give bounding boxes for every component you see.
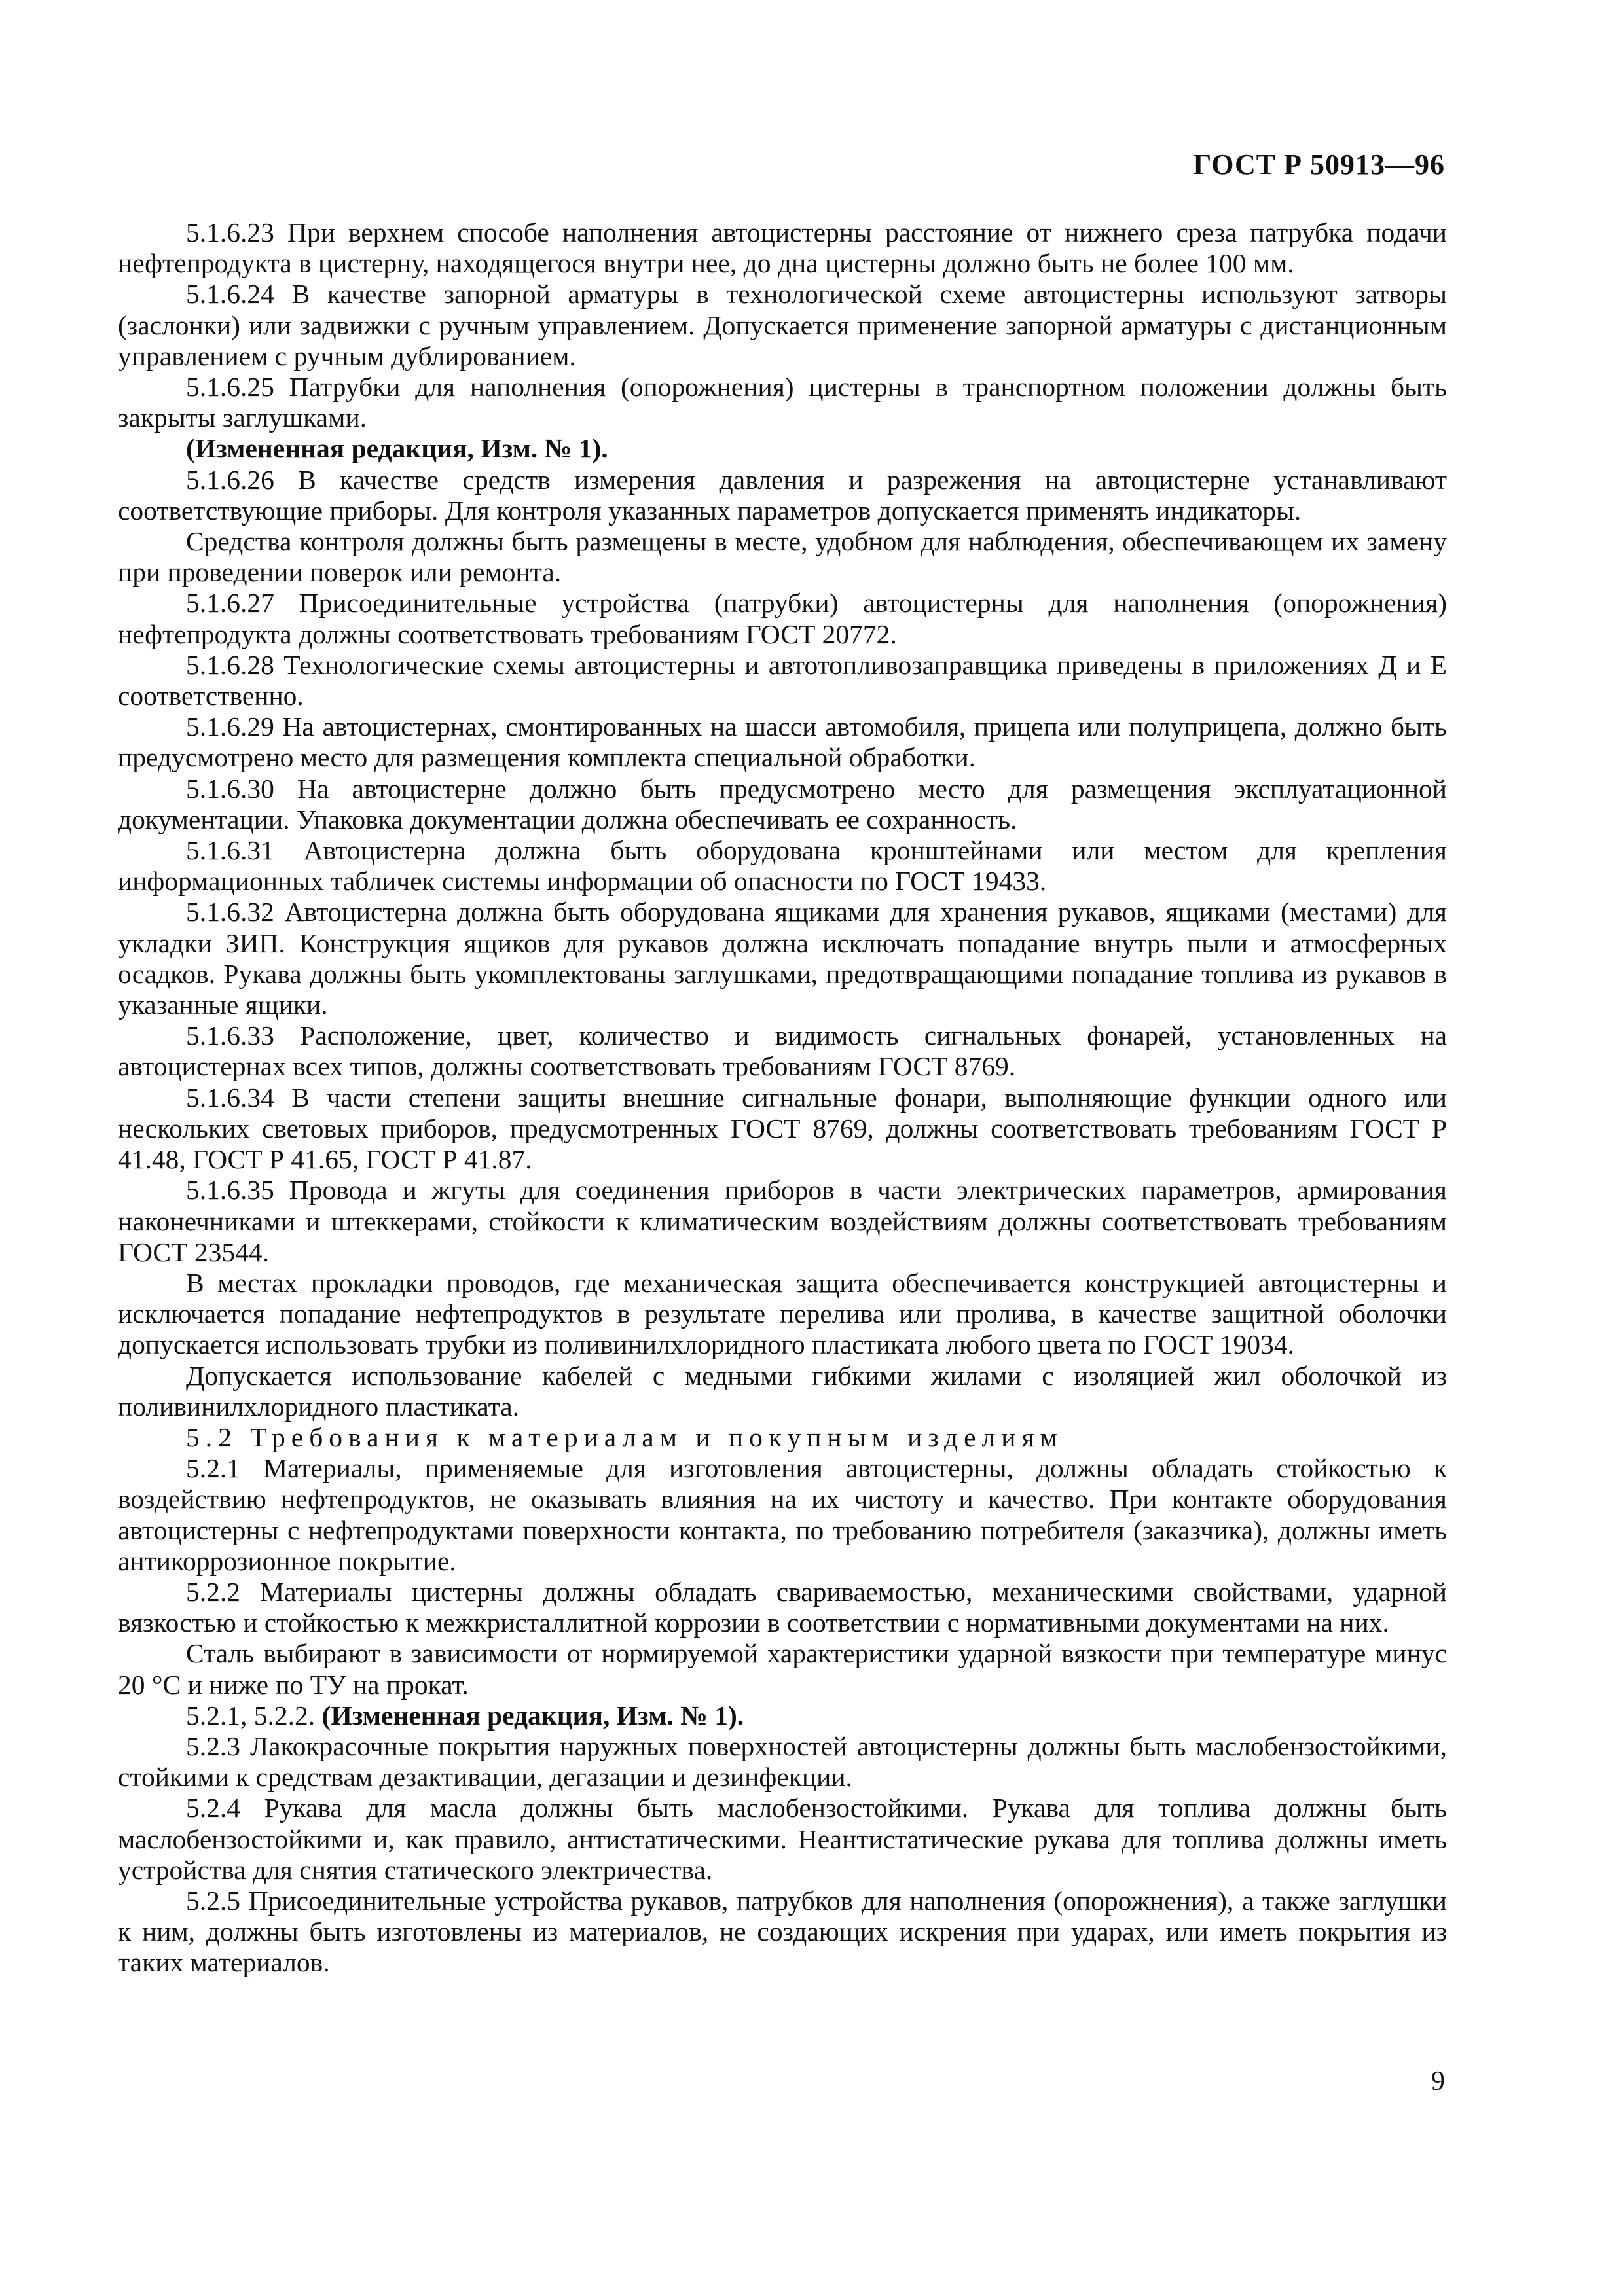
clause-5-1-6-30: 5.1.6.30 На автоцистерне должно быть предусмотрено место для размещения эксплуатационной документации. Упаковка документации должна обеспечивать ее сохранность.: [118, 773, 1447, 834]
clause-5-1-6-32: 5.1.6.32 Автоцистерна должна быть оборудована ящиками для хранения рукавов, ящиками (местами) для укладки ЗИП. Конструкция ящиков для рукавов должна исключать попадание внутрь пыли и атмосферных осадков. Рукава должны быть укомплектованы заглушками, предотвращающими попадание топлива из рукавов в указанные ящики.: [118, 897, 1447, 1020]
clause-5-1-6-28: 5.1.6.28 Технологические схемы автоцистерны и автотопливозаправщика приведены в приложениях Д и Е соответственно.: [118, 649, 1447, 711]
clause-5-1-6-35: 5.1.6.35 Провода и жгуты для соединения приборов в части электрических параметров, армирования наконечниками и штеккерами, стойкости к климатическим воздействиям должны соответствовать требованиям ГОСТ 23544.: [118, 1175, 1447, 1267]
section-heading-5-2: 5.2 Требования к материалам и покупным изделиям: [186, 1422, 1063, 1452]
page-number: 9: [1431, 2066, 1445, 2096]
amendment-clause-ref: 5.2.1, 5.2.2.: [186, 1700, 316, 1731]
paragraph-control-means: Средства контроля должны быть размещены в месте, удобном для наблюдения, обеспечивающем их замену при проведении поверок или ремонта.: [118, 526, 1447, 588]
document-body: [118, 217, 1447, 1979]
clause-5-1-6-34: 5.1.6.34 В части степени защиты внешние сигнальные фонари, выполняющие функции одного или нескольких световых приборов, предусмотренных ГОСТ 8769, должны соответствовать требованиям ГОСТ Р 41.48, ГОСТ Р 41.65, ГОСТ Р 41.87.: [118, 1082, 1447, 1175]
clause-5-2-2: 5.2.2 Материалы цистерны должны обладать свариваемостью, механическими свойствами, ударной вязкостью и стойкостью к межкристаллитной коррозии в соответствии с нормативными документами на них.: [118, 1576, 1447, 1638]
clause-5-2-1: 5.2.1 Материалы, применяемые для изготовления автоцистерны, должны обладать стойкостью к воздействию нефтепродуктов, не оказывать влияния на их чистоту и качество. При контакте оборудования автоцистерны с нефтепродуктами поверхности контакта, по требованию потребителя (заказчика), должны иметь антикоррозионное покрытие.: [118, 1453, 1447, 1576]
clause-5-2-3: 5.2.3 Лакокрасочные покрытия наружных поверхностей автоцистерны должны быть маслобензостойкими, стойкими к средствам дезактивации, дегазации и дезинфекции.: [118, 1731, 1447, 1793]
document-header: ГОСТ Р 50913—96: [1193, 149, 1445, 181]
clause-5-1-6-24: 5.1.6.24 В качестве запорной арматуры в технологической схеме автоцистерны используют затворы (заслонки) или задвижки с ручным управлением. Допускается применение запорной арматуры с дистанционным управлением с ручным дублированием.: [118, 279, 1447, 371]
clause-5-1-6-23: 5.1.6.23 При верхнем способе наполнения автоцистерны расстояние от нижнего среза патрубка подачи нефтепродукта в цистерну, находящегося внутри нее, до дна цистерны должно быть не более 100 мм.: [118, 217, 1447, 279]
paragraph-wiring-protection: В местах прокладки проводов, где механическая защита обеспечивается конструкцией автоцистерны и исключается попадание нефтепродуктов в результате перелива или пролива, в качестве защитной оболочки допускается использовать трубки из поливинилхлоридного пластиката любого цвета по ГОСТ 19034.: [118, 1267, 1447, 1360]
clause-5-1-6-25: 5.1.6.25 Патрубки для наполнения (опорожнения) цистерны в транспортном положении должны быть закрыты заглушками.: [118, 372, 1447, 433]
amendment-note: (Измененная редакция, Изм. № 1).: [321, 1700, 744, 1731]
clause-5-2-5: 5.2.5 Присоединительные устройства рукавов, патрубков для наполнения (опорожнения), а также заглушки к ним, должны быть изготовлены из материалов, не создающих искрения при ударах, или иметь покрытия из таких материалов.: [118, 1885, 1447, 1978]
paragraph-steel-selection: Сталь выбирают в зависимости от нормируемой характеристики ударной вязкости при температуре минус 20 °С и ниже по ТУ на прокат.: [118, 1638, 1447, 1700]
clause-5-1-6-26: 5.1.6.26 В качестве средств измерения давления и разрежения на автоцистерне устанавливают соответствующие приборы. Для контроля указанных параметров допускается применять индикаторы.: [118, 464, 1447, 526]
clause-5-1-6-27: 5.1.6.27 Присоединительные устройства (патрубки) автоцистерны для наполнения (опорожнения) нефтепродукта должны соответствовать требованиям ГОСТ 20772.: [118, 588, 1447, 649]
amendment-line: [118, 1700, 1447, 1731]
clause-5-2-4: 5.2.4 Рукава для масла должны быть маслобензостойкими. Рукава для топлива должны быть маслобензостойкими и, как правило, антистатическими. Неантистатические рукава для топлива должны иметь устройства для снятия статического электричества.: [118, 1793, 1447, 1885]
clause-5-1-6-33: 5.1.6.33 Расположение, цвет, количество и видимость сигнальных фонарей, установленных на автоцистернах всех типов, должны соответствовать требованиям ГОСТ 8769.: [118, 1020, 1447, 1082]
paragraph-cables: Допускается использование кабелей с медными гибкими жилами с изоляцией жил оболочкой из поливинилхлоридного пластиката.: [118, 1360, 1447, 1422]
amendment-note: (Измененная редакция, Изм. № 1).: [186, 433, 608, 464]
clause-5-1-6-29: 5.1.6.29 На автоцистернах, смонтированных на шасси автомобиля, прицепа или полуприцепа, должно быть предусмотрено место для размещения комплекта специальной обработки.: [118, 711, 1447, 773]
clause-5-1-6-31: 5.1.6.31 Автоцистерна должна быть оборудована кронштейнами или местом для крепления информационных табличек системы информации об опасности по ГОСТ 19433.: [118, 835, 1447, 897]
